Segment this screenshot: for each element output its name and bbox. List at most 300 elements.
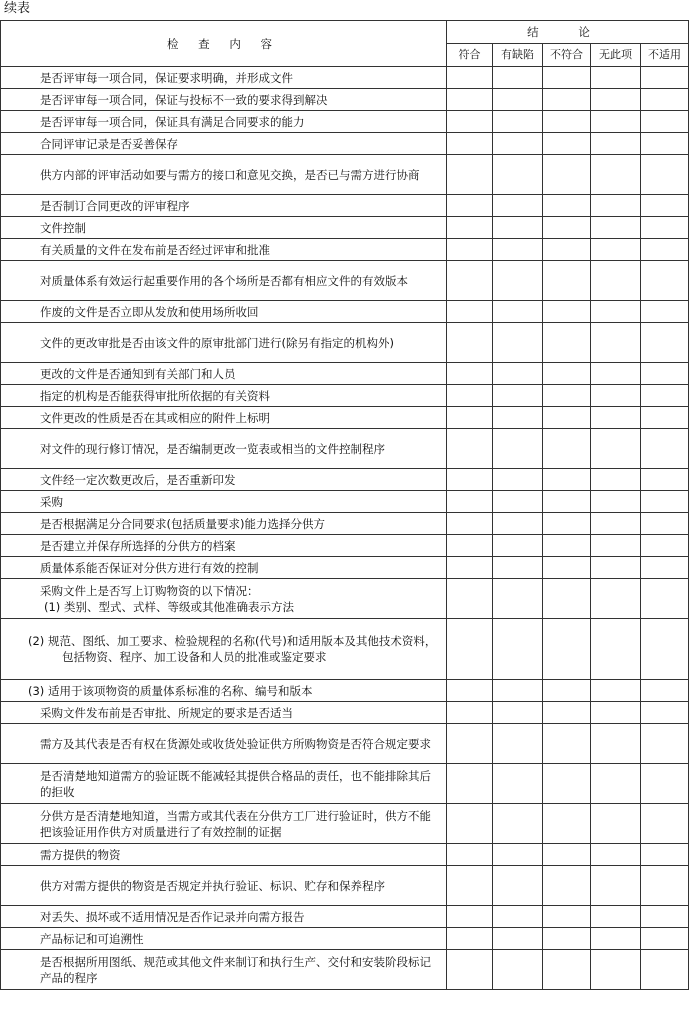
checklist-table bbox=[0, 20, 689, 990]
table-row bbox=[1, 702, 689, 724]
table-row bbox=[1, 89, 689, 111]
conclusion-cell[interactable] bbox=[591, 764, 641, 804]
item-number bbox=[6, 388, 40, 404]
conclusion-cell[interactable] bbox=[543, 724, 591, 764]
header-conclusion: 结 论 bbox=[447, 21, 689, 44]
conclusion-cell[interactable] bbox=[493, 680, 543, 702]
conclusion-cell[interactable] bbox=[591, 133, 641, 155]
item-text: 是否建立并保存所选择的分供方的档案 bbox=[40, 538, 236, 553]
table-row bbox=[1, 579, 689, 619]
header-col-conform: 符合 bbox=[447, 44, 493, 67]
table-row bbox=[1, 724, 689, 764]
table-row bbox=[1, 195, 689, 217]
conclusion-cell[interactable] bbox=[641, 535, 689, 557]
conclusion-cell[interactable] bbox=[447, 239, 493, 261]
item-text-cell bbox=[1, 239, 447, 261]
conclusion-cell[interactable] bbox=[591, 363, 641, 385]
conclusion-cell[interactable] bbox=[493, 804, 543, 844]
conclusion-cell[interactable] bbox=[447, 407, 493, 429]
conclusion-cell[interactable] bbox=[447, 111, 493, 133]
conclusion-cell[interactable] bbox=[641, 261, 689, 301]
item-text: 分供方是否清楚地知道，当需方或其代表在分供方工厂进行验证时，供方不能把该验证用作供方对质量进行了有效控制的证据 bbox=[40, 808, 431, 839]
header-col-not-applicable: 不适用 bbox=[641, 44, 689, 67]
conclusion-cell[interactable] bbox=[641, 67, 689, 89]
conclusion-cell[interactable] bbox=[447, 67, 493, 89]
item-number bbox=[6, 705, 40, 721]
conclusion-cell[interactable] bbox=[591, 217, 641, 239]
item-text-cell bbox=[1, 469, 447, 491]
conclusion-cell[interactable] bbox=[493, 111, 543, 133]
item-number bbox=[6, 304, 40, 320]
item-number bbox=[6, 516, 40, 532]
item-line bbox=[6, 909, 442, 925]
conclusion-cell[interactable] bbox=[493, 323, 543, 363]
conclusion-cell[interactable] bbox=[447, 579, 493, 619]
item-line bbox=[6, 954, 442, 986]
conclusion-cell[interactable] bbox=[543, 469, 591, 491]
conclusion-cell[interactable] bbox=[493, 535, 543, 557]
conclusion-cell[interactable] bbox=[641, 764, 689, 804]
conclusion-cell[interactable] bbox=[543, 301, 591, 323]
conclusion-cell[interactable] bbox=[493, 928, 543, 950]
item-text: 需方及其代表是否有权在货源处或收货处验证供方所购物资是否符合规定要求 bbox=[40, 736, 431, 751]
table-row bbox=[1, 239, 689, 261]
item-text: (3) 适用于该项物资的质量体系标准的名称、编号和版本 bbox=[28, 683, 313, 698]
conclusion-cell[interactable] bbox=[493, 866, 543, 906]
conclusion-cell[interactable] bbox=[493, 155, 543, 195]
item-text-cell bbox=[1, 513, 447, 535]
item-number bbox=[6, 560, 40, 576]
item-line bbox=[6, 494, 442, 510]
item-text-cell bbox=[1, 724, 447, 764]
conclusion-cell[interactable] bbox=[493, 407, 543, 429]
conclusion-cell[interactable] bbox=[493, 67, 543, 89]
item-text: 是否清楚地知道需方的验证既不能减轻其提供合格品的责任，也不能排除其后的拒收 bbox=[40, 768, 431, 799]
conclusion-cell[interactable] bbox=[543, 261, 591, 301]
conclusion-cell[interactable] bbox=[641, 928, 689, 950]
item-text-cell bbox=[1, 680, 447, 702]
item-text-cell bbox=[1, 385, 447, 407]
conclusion-cell[interactable] bbox=[641, 950, 689, 990]
conclusion-cell[interactable] bbox=[447, 429, 493, 469]
conclusion-cell[interactable] bbox=[591, 429, 641, 469]
conclusion-cell[interactable] bbox=[641, 469, 689, 491]
conclusion-cell[interactable] bbox=[447, 764, 493, 804]
conclusion-cell[interactable] bbox=[447, 680, 493, 702]
item-line bbox=[6, 366, 442, 382]
conclusion-cell[interactable] bbox=[641, 155, 689, 195]
item-text: 采购文件上是否写上订购物资的以下情况： bbox=[40, 583, 259, 598]
conclusion-cell[interactable] bbox=[493, 89, 543, 111]
item-text: 是否制订合同更改的评审程序 bbox=[40, 198, 190, 213]
item-line bbox=[6, 198, 442, 214]
item-line bbox=[6, 92, 442, 108]
conclusion-cell[interactable] bbox=[447, 950, 493, 990]
item-text-cell bbox=[1, 67, 447, 89]
header-row-1 bbox=[1, 21, 689, 44]
table-row bbox=[1, 301, 689, 323]
conclusion-cell[interactable] bbox=[591, 239, 641, 261]
conclusion-cell[interactable] bbox=[641, 363, 689, 385]
conclusion-cell[interactable] bbox=[447, 702, 493, 724]
conclusion-cell[interactable] bbox=[591, 67, 641, 89]
item-text-cell bbox=[1, 323, 447, 363]
conclusion-cell[interactable] bbox=[493, 844, 543, 866]
conclusion-cell[interactable] bbox=[591, 866, 641, 906]
conclusion-cell[interactable] bbox=[493, 239, 543, 261]
item-text-cell bbox=[1, 950, 447, 990]
item-line bbox=[6, 683, 442, 699]
item-number bbox=[6, 167, 40, 183]
conclusion-cell[interactable] bbox=[493, 133, 543, 155]
conclusion-cell[interactable] bbox=[591, 513, 641, 535]
item-number bbox=[6, 736, 40, 752]
item-number bbox=[6, 878, 40, 894]
conclusion-cell[interactable] bbox=[591, 155, 641, 195]
item-line bbox=[6, 441, 442, 457]
conclusion-cell[interactable] bbox=[641, 239, 689, 261]
item-text: 是否评审每一项合同，保证具有满足合同要求的能力 bbox=[40, 114, 305, 129]
conclusion-cell[interactable] bbox=[543, 195, 591, 217]
item-text: 采购文件发布前是否审批、所规定的要求是否适当 bbox=[40, 705, 293, 720]
conclusion-cell[interactable] bbox=[447, 155, 493, 195]
conclusion-cell[interactable] bbox=[447, 217, 493, 239]
conclusion-cell[interactable] bbox=[591, 491, 641, 513]
item-text-cell bbox=[1, 804, 447, 844]
conclusion-cell[interactable] bbox=[591, 557, 641, 579]
conclusion-cell[interactable] bbox=[493, 385, 543, 407]
item-text-cell bbox=[1, 557, 447, 579]
conclusion-cell[interactable] bbox=[641, 702, 689, 724]
table-row bbox=[1, 429, 689, 469]
conclusion-cell[interactable] bbox=[641, 133, 689, 155]
item-number bbox=[6, 92, 40, 108]
item-number bbox=[6, 335, 40, 351]
item-text-cell bbox=[1, 301, 447, 323]
item-text-cell bbox=[1, 407, 447, 429]
conclusion-cell[interactable] bbox=[447, 844, 493, 866]
table-row bbox=[1, 906, 689, 928]
conclusion-cell[interactable] bbox=[543, 950, 591, 990]
conclusion-cell[interactable] bbox=[543, 491, 591, 513]
item-line bbox=[6, 242, 442, 258]
item-line bbox=[6, 273, 442, 289]
conclusion-cell[interactable] bbox=[591, 195, 641, 217]
conclusion-cell[interactable] bbox=[447, 323, 493, 363]
conclusion-cell[interactable] bbox=[543, 67, 591, 89]
conclusion-cell[interactable] bbox=[641, 724, 689, 764]
conclusion-cell[interactable] bbox=[493, 429, 543, 469]
conclusion-cell[interactable] bbox=[543, 239, 591, 261]
conclusion-cell[interactable] bbox=[591, 261, 641, 301]
item-text-cell bbox=[1, 261, 447, 301]
table-row bbox=[1, 111, 689, 133]
item-text: 作废的文件是否立即从发放和使用场所收回 bbox=[40, 304, 259, 319]
table-caption: 续表 bbox=[4, 1, 31, 16]
item-text-cell bbox=[1, 619, 447, 680]
item-text: 对质量体系有效运行起重要作用的各个场所是否都有相应文件的有效版本 bbox=[40, 273, 408, 288]
item-text-cell bbox=[1, 89, 447, 111]
item-number bbox=[6, 847, 40, 863]
item-text-cell bbox=[1, 866, 447, 906]
conclusion-cell[interactable] bbox=[591, 804, 641, 844]
conclusion-cell[interactable] bbox=[641, 385, 689, 407]
conclusion-cell[interactable] bbox=[591, 680, 641, 702]
conclusion-cell[interactable] bbox=[447, 491, 493, 513]
conclusion-cell[interactable] bbox=[493, 906, 543, 928]
conclusion-cell[interactable] bbox=[493, 469, 543, 491]
item-line bbox=[6, 633, 442, 665]
item-number bbox=[6, 410, 40, 426]
conclusion-cell[interactable] bbox=[447, 133, 493, 155]
item-line bbox=[6, 70, 442, 86]
conclusion-cell[interactable] bbox=[543, 680, 591, 702]
item-text-cell bbox=[1, 579, 447, 619]
conclusion-cell[interactable] bbox=[447, 89, 493, 111]
conclusion-cell[interactable] bbox=[641, 557, 689, 579]
conclusion-cell[interactable] bbox=[447, 535, 493, 557]
conclusion-cell[interactable] bbox=[543, 323, 591, 363]
conclusion-cell[interactable] bbox=[591, 906, 641, 928]
table-row bbox=[1, 764, 689, 804]
conclusion-cell[interactable] bbox=[591, 535, 641, 557]
conclusion-cell[interactable] bbox=[641, 323, 689, 363]
conclusion-cell[interactable] bbox=[493, 261, 543, 301]
conclusion-cell[interactable] bbox=[493, 702, 543, 724]
conclusion-cell[interactable] bbox=[447, 804, 493, 844]
conclusion-cell[interactable] bbox=[591, 950, 641, 990]
conclusion-cell[interactable] bbox=[493, 557, 543, 579]
item-text: 质量体系能否保证对分供方进行有效的控制 bbox=[40, 560, 259, 575]
item-line bbox=[6, 335, 442, 351]
conclusion-cell[interactable] bbox=[641, 429, 689, 469]
conclusion-cell[interactable] bbox=[447, 906, 493, 928]
item-number bbox=[6, 768, 40, 784]
conclusion-cell[interactable] bbox=[591, 301, 641, 323]
conclusion-cell[interactable] bbox=[641, 217, 689, 239]
item-text-cell bbox=[1, 906, 447, 928]
conclusion-cell[interactable] bbox=[447, 363, 493, 385]
table-row bbox=[1, 469, 689, 491]
item-text-cell bbox=[1, 195, 447, 217]
conclusion-cell[interactable] bbox=[591, 385, 641, 407]
table-row bbox=[1, 513, 689, 535]
item-line bbox=[6, 705, 442, 721]
item-line bbox=[6, 736, 442, 752]
item-text: 对文件的现行修订情况，是否编制更改一览表或相当的文件控制程序 bbox=[40, 441, 385, 456]
conclusion-cell[interactable] bbox=[641, 844, 689, 866]
conclusion-cell[interactable] bbox=[493, 619, 543, 680]
conclusion-cell[interactable] bbox=[447, 261, 493, 301]
item-line bbox=[6, 583, 442, 599]
conclusion-cell[interactable] bbox=[641, 195, 689, 217]
conclusion-cell[interactable] bbox=[641, 513, 689, 535]
conclusion-cell[interactable] bbox=[591, 111, 641, 133]
table-row bbox=[1, 680, 689, 702]
table-row bbox=[1, 363, 689, 385]
item-line bbox=[6, 167, 442, 183]
item-text-cell bbox=[1, 111, 447, 133]
table-row bbox=[1, 844, 689, 866]
item-number bbox=[6, 583, 40, 599]
conclusion-cell[interactable] bbox=[447, 619, 493, 680]
item-number bbox=[6, 198, 40, 214]
conclusion-cell[interactable] bbox=[543, 702, 591, 724]
item-line bbox=[6, 410, 442, 426]
item-text: (2) 规范、图纸、加工要求、检验规程的名称(代号)和适用版本及其他技术资料，包括物资、程序、加工设备和人员的批准或鉴定要求 bbox=[28, 634, 437, 664]
conclusion-cell[interactable] bbox=[447, 513, 493, 535]
conclusion-cell[interactable] bbox=[447, 385, 493, 407]
checklist-body bbox=[1, 67, 689, 990]
table-row bbox=[1, 928, 689, 950]
item-line bbox=[6, 768, 442, 800]
item-text: 对丢失、损坏或不适用情况是否作记录并向需方报告 bbox=[40, 909, 305, 924]
conclusion-cell[interactable] bbox=[543, 155, 591, 195]
item-text: 有关质量的文件在发布前是否经过评审和批准 bbox=[40, 242, 270, 257]
conclusion-cell[interactable] bbox=[447, 724, 493, 764]
item-line bbox=[6, 847, 442, 863]
conclusion-cell[interactable] bbox=[641, 491, 689, 513]
item-text-cell bbox=[1, 155, 447, 195]
item-text: 文件更改的性质是否在其或相应的附件上标明 bbox=[40, 410, 270, 425]
item-subtext: (1) 类别、型式、式样、等级或其他准确表示方法 bbox=[44, 599, 294, 614]
table-row bbox=[1, 385, 689, 407]
conclusion-cell[interactable] bbox=[641, 89, 689, 111]
item-number bbox=[6, 494, 40, 510]
conclusion-cell[interactable] bbox=[447, 195, 493, 217]
item-text: 合同评审记录是否妥善保存 bbox=[40, 136, 178, 151]
item-number bbox=[6, 954, 40, 970]
item-line bbox=[6, 136, 442, 152]
item-text: 是否评审每一项合同，保证与投标不一致的要求得到解决 bbox=[40, 92, 328, 107]
conclusion-cell[interactable] bbox=[641, 301, 689, 323]
conclusion-cell[interactable] bbox=[493, 724, 543, 764]
conclusion-cell[interactable] bbox=[543, 513, 591, 535]
conclusion-cell[interactable] bbox=[591, 323, 641, 363]
conclusion-cell[interactable] bbox=[543, 844, 591, 866]
item-number bbox=[6, 909, 40, 925]
conclusion-cell[interactable] bbox=[591, 928, 641, 950]
conclusion-cell[interactable] bbox=[447, 557, 493, 579]
conclusion-cell[interactable] bbox=[591, 407, 641, 429]
conclusion-cell[interactable] bbox=[641, 111, 689, 133]
conclusion-cell[interactable] bbox=[543, 133, 591, 155]
conclusion-cell[interactable] bbox=[591, 724, 641, 764]
item-line bbox=[6, 472, 442, 488]
conclusion-cell[interactable] bbox=[543, 804, 591, 844]
conclusion-cell[interactable] bbox=[447, 928, 493, 950]
conclusion-cell[interactable] bbox=[543, 579, 591, 619]
conclusion-cell[interactable] bbox=[543, 535, 591, 557]
conclusion-cell[interactable] bbox=[591, 702, 641, 724]
conclusion-cell[interactable] bbox=[641, 804, 689, 844]
table-row bbox=[1, 323, 689, 363]
conclusion-cell[interactable] bbox=[641, 579, 689, 619]
item-text-cell bbox=[1, 133, 447, 155]
item-number bbox=[6, 136, 40, 152]
conclusion-cell[interactable] bbox=[543, 385, 591, 407]
conclusion-cell[interactable] bbox=[493, 513, 543, 535]
item-text-cell bbox=[1, 429, 447, 469]
header-content: 检 查 内 容 bbox=[1, 21, 447, 67]
conclusion-cell[interactable] bbox=[641, 619, 689, 680]
conclusion-cell[interactable] bbox=[447, 301, 493, 323]
item-number bbox=[6, 472, 40, 488]
item-text-cell bbox=[1, 491, 447, 513]
conclusion-cell[interactable] bbox=[543, 407, 591, 429]
conclusion-cell[interactable] bbox=[493, 764, 543, 804]
conclusion-cell[interactable] bbox=[543, 866, 591, 906]
item-text: 文件控制 bbox=[40, 220, 86, 235]
conclusion-cell[interactable] bbox=[543, 217, 591, 239]
conclusion-cell[interactable] bbox=[493, 301, 543, 323]
conclusion-cell[interactable] bbox=[543, 619, 591, 680]
item-text-cell bbox=[1, 702, 447, 724]
table-row bbox=[1, 155, 689, 195]
item-line bbox=[6, 388, 442, 404]
table-row bbox=[1, 491, 689, 513]
item-line bbox=[6, 808, 442, 840]
item-line bbox=[6, 878, 442, 894]
conclusion-cell[interactable] bbox=[447, 469, 493, 491]
conclusion-cell[interactable] bbox=[641, 866, 689, 906]
conclusion-cell[interactable] bbox=[641, 407, 689, 429]
item-number bbox=[6, 366, 40, 382]
conclusion-cell[interactable] bbox=[493, 491, 543, 513]
conclusion-cell[interactable] bbox=[543, 363, 591, 385]
item-text-cell bbox=[1, 363, 447, 385]
item-text: 指定的机构是否能获得审批所依据的有关资料 bbox=[40, 388, 270, 403]
item-text: 产品标记和可追溯性 bbox=[40, 931, 144, 946]
item-line bbox=[6, 931, 442, 947]
header-col-nonconform: 不符合 bbox=[543, 44, 591, 67]
table-row bbox=[1, 407, 689, 429]
conclusion-cell[interactable] bbox=[447, 866, 493, 906]
item-text: 需方提供的物资 bbox=[40, 847, 121, 862]
item-text: 更改的文件是否通知到有关部门和人员 bbox=[40, 366, 236, 381]
conclusion-cell[interactable] bbox=[543, 429, 591, 469]
conclusion-cell[interactable] bbox=[543, 764, 591, 804]
item-number bbox=[6, 114, 40, 130]
item-text: 是否根据满足分合同要求(包括质量要求)能力选择分供方 bbox=[40, 516, 325, 531]
conclusion-cell[interactable] bbox=[493, 217, 543, 239]
item-text-cell bbox=[1, 844, 447, 866]
conclusion-cell[interactable] bbox=[591, 619, 641, 680]
conclusion-cell[interactable] bbox=[591, 579, 641, 619]
conclusion-cell[interactable] bbox=[543, 928, 591, 950]
conclusion-cell[interactable] bbox=[493, 579, 543, 619]
conclusion-cell[interactable] bbox=[543, 89, 591, 111]
conclusion-cell[interactable] bbox=[493, 950, 543, 990]
item-text: 是否根据所用图纸、规范或其他文件来制订和执行生产、交付和安装阶段标记产品的程序 bbox=[40, 954, 431, 985]
conclusion-cell[interactable] bbox=[543, 111, 591, 133]
conclusion-cell[interactable] bbox=[641, 906, 689, 928]
conclusion-cell[interactable] bbox=[591, 844, 641, 866]
item-number bbox=[6, 538, 40, 554]
conclusion-cell[interactable] bbox=[591, 89, 641, 111]
conclusion-cell[interactable] bbox=[641, 680, 689, 702]
table-row bbox=[1, 950, 689, 990]
conclusion-cell[interactable] bbox=[591, 469, 641, 491]
conclusion-cell[interactable] bbox=[493, 195, 543, 217]
conclusion-cell[interactable] bbox=[493, 363, 543, 385]
table-row bbox=[1, 866, 689, 906]
item-text: 文件经一定次数更改后，是否重新印发 bbox=[40, 472, 236, 487]
item-number bbox=[6, 808, 40, 824]
conclusion-cell[interactable] bbox=[543, 557, 591, 579]
conclusion-cell[interactable] bbox=[543, 906, 591, 928]
item-line bbox=[6, 304, 442, 320]
